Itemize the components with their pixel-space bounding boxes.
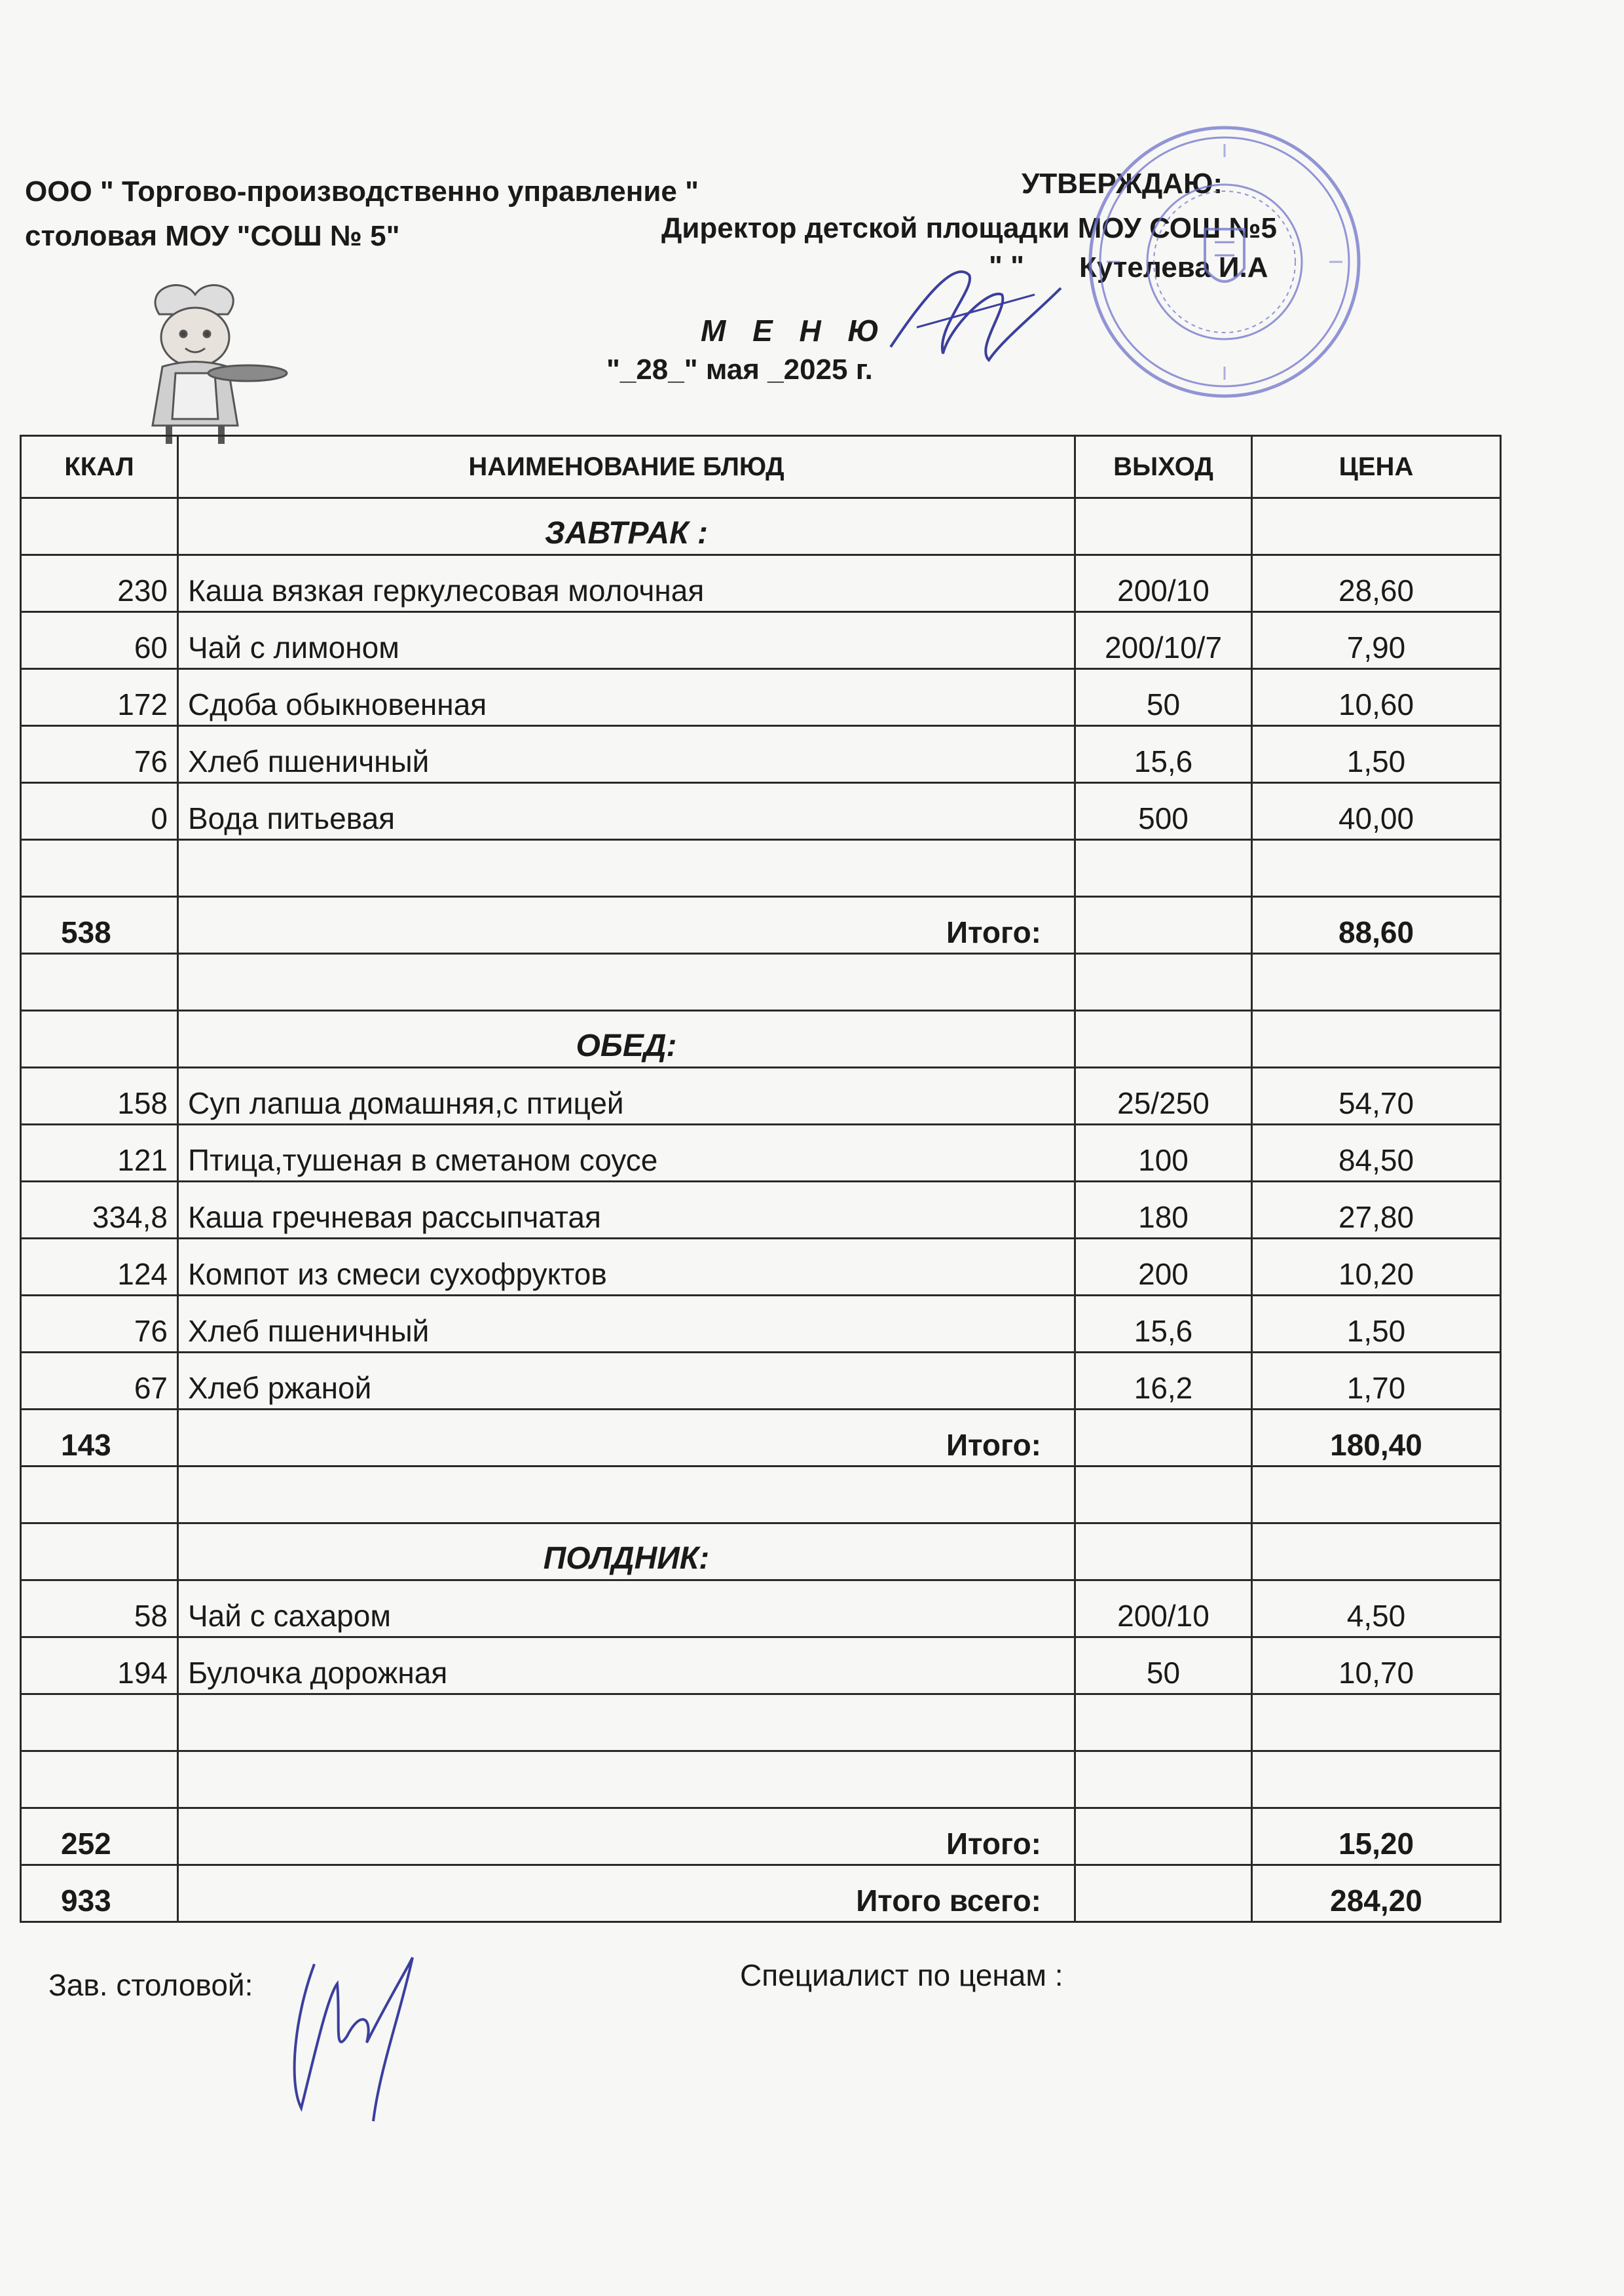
- menu-item-row: [21, 1637, 1501, 1694]
- output-cell: [1075, 498, 1252, 555]
- kcal-cell: [21, 954, 178, 1011]
- blank-row: [21, 1751, 1501, 1808]
- total-label: Итого:: [178, 1410, 1075, 1467]
- price-cell: [1252, 840, 1501, 897]
- dish-name-cell: Хлеб пшеничный: [178, 726, 1075, 783]
- header-output: ВЫХОД: [1075, 436, 1252, 498]
- price-cell: 54,70: [1252, 1068, 1501, 1125]
- blank-row: [21, 954, 1501, 1011]
- organization-line-1: ООО " Торгово-производственно управление ": [25, 175, 699, 208]
- kcal-cell: 143: [21, 1410, 178, 1467]
- output-cell: 180: [1075, 1182, 1252, 1239]
- output-cell: [1075, 1523, 1252, 1580]
- dish-name-cell: Суп лапша домашняя,с птицей: [178, 1068, 1075, 1125]
- kcal-cell: 172: [21, 669, 178, 726]
- kcal-cell: [21, 1751, 178, 1808]
- output-cell: 50: [1075, 1637, 1252, 1694]
- output-cell: [1075, 1751, 1252, 1808]
- blank-row: [21, 840, 1501, 897]
- approve-label: УТВЕРЖДАЮ:: [1022, 168, 1223, 200]
- section-title: ОБЕД:: [178, 1011, 1075, 1068]
- price-cell: [1252, 1467, 1501, 1523]
- dish-name-cell: [178, 840, 1075, 897]
- output-cell: 50: [1075, 669, 1252, 726]
- output-cell: [1075, 897, 1252, 954]
- kcal-cell: 67: [21, 1353, 178, 1410]
- dish-name-cell: Компот из смеси сухофруктов: [178, 1239, 1075, 1296]
- output-cell: 500: [1075, 783, 1252, 840]
- output-cell: 15,6: [1075, 726, 1252, 783]
- kcal-cell: 76: [21, 1296, 178, 1353]
- output-cell: [1075, 1808, 1252, 1865]
- organization-line-2: столовая МОУ "СОШ № 5": [25, 220, 400, 252]
- section-title: ПОЛДНИК:: [178, 1523, 1075, 1580]
- price-cell: 10,70: [1252, 1637, 1501, 1694]
- price-cell: 1,50: [1252, 726, 1501, 783]
- price-specialist-label: Специалист по ценам :: [740, 1958, 1063, 1992]
- output-cell: 100: [1075, 1125, 1252, 1182]
- output-cell: [1075, 1011, 1252, 1068]
- total-row: [21, 1808, 1501, 1865]
- menu-item-row: [21, 669, 1501, 726]
- kcal-cell: 76: [21, 726, 178, 783]
- dish-name-cell: Хлеб пшеничный: [178, 1296, 1075, 1353]
- total-price-cell: 284,20: [1252, 1865, 1501, 1922]
- official-stamp: [1080, 118, 1369, 406]
- chef-mascot-illustration: [97, 275, 293, 445]
- menu-item-row: [21, 1580, 1501, 1637]
- price-cell: 10,60: [1252, 669, 1501, 726]
- kcal-cell: 0: [21, 783, 178, 840]
- price-cell: [1252, 1011, 1501, 1068]
- output-cell: [1075, 1467, 1252, 1523]
- dish-name-cell: Хлеб ржаной: [178, 1353, 1075, 1410]
- menu-item-row: [21, 1296, 1501, 1353]
- kcal-cell: 124: [21, 1239, 178, 1296]
- output-cell: [1075, 1694, 1252, 1751]
- menu-item-row: [21, 783, 1501, 840]
- price-cell: [1252, 1523, 1501, 1580]
- header-kcal: ККАЛ: [21, 436, 178, 498]
- output-cell: [1075, 954, 1252, 1011]
- section-row: [21, 498, 1501, 555]
- kcal-cell: 230: [21, 555, 178, 612]
- dish-name-cell: Птица,тушеная в сметаном соусе: [178, 1125, 1075, 1182]
- dish-name-cell: Сдоба обыкновенная: [178, 669, 1075, 726]
- price-cell: 4,50: [1252, 1580, 1501, 1637]
- output-cell: 200/10: [1075, 555, 1252, 612]
- output-cell: [1075, 1865, 1252, 1922]
- price-cell: 28,60: [1252, 555, 1501, 612]
- director-signature: [877, 249, 1074, 380]
- dish-name-cell: [178, 1751, 1075, 1808]
- menu-item-row: [21, 1239, 1501, 1296]
- price-cell: 10,20: [1252, 1239, 1501, 1296]
- kcal-cell: [21, 1467, 178, 1523]
- total-row: [21, 897, 1501, 954]
- header-dish-name: НАИМЕНОВАНИЕ БЛЮД: [178, 436, 1075, 498]
- dish-name-cell: Чай с лимоном: [178, 612, 1075, 669]
- kcal-cell: 334,8: [21, 1182, 178, 1239]
- dish-name-cell: Булочка дорожная: [178, 1637, 1075, 1694]
- kcal-cell: 58: [21, 1580, 178, 1637]
- kcal-cell: 933: [21, 1865, 178, 1922]
- kcal-cell: 121: [21, 1125, 178, 1182]
- section-row: [21, 1523, 1501, 1580]
- menu-item-row: [21, 726, 1501, 783]
- price-cell: 1,70: [1252, 1353, 1501, 1410]
- kcal-cell: 538: [21, 897, 178, 954]
- total-price-cell: 15,20: [1252, 1808, 1501, 1865]
- dish-name-cell: [178, 1694, 1075, 1751]
- total-price-cell: 88,60: [1252, 897, 1501, 954]
- date-quote-marks: " ": [989, 250, 1024, 282]
- price-cell: [1252, 498, 1501, 555]
- signatory-name: Кутелева И.А: [1079, 251, 1268, 283]
- total-label: Итого всего:: [178, 1865, 1075, 1922]
- price-cell: 40,00: [1252, 783, 1501, 840]
- total-row: [21, 1865, 1501, 1922]
- menu-table: [20, 435, 1502, 1923]
- total-row: [21, 1410, 1501, 1467]
- total-label: Итого:: [178, 897, 1075, 954]
- dish-name-cell: Вода питьевая: [178, 783, 1075, 840]
- header-price: ЦЕНА: [1252, 436, 1501, 498]
- price-cell: [1252, 954, 1501, 1011]
- price-cell: [1252, 1751, 1501, 1808]
- price-cell: [1252, 1694, 1501, 1751]
- table-header-row: [21, 436, 1501, 498]
- kcal-cell: [21, 840, 178, 897]
- total-price-cell: 180,40: [1252, 1410, 1501, 1467]
- section-row: [21, 1011, 1501, 1068]
- output-cell: 15,6: [1075, 1296, 1252, 1353]
- menu-item-row: [21, 1353, 1501, 1410]
- section-title: ЗАВТРАК :: [178, 498, 1075, 555]
- canteen-head-signature: [275, 1938, 432, 2134]
- kcal-cell: [21, 1011, 178, 1068]
- price-cell: 27,80: [1252, 1182, 1501, 1239]
- kcal-cell: [21, 498, 178, 555]
- kcal-cell: [21, 1523, 178, 1580]
- output-cell: 25/250: [1075, 1068, 1252, 1125]
- menu-item-row: [21, 1125, 1501, 1182]
- output-cell: 200/10: [1075, 1580, 1252, 1637]
- kcal-cell: 194: [21, 1637, 178, 1694]
- output-cell: 200: [1075, 1239, 1252, 1296]
- output-cell: 16,2: [1075, 1353, 1252, 1410]
- menu-item-row: [21, 555, 1501, 612]
- price-cell: 84,50: [1252, 1125, 1501, 1182]
- dish-name-cell: [178, 1467, 1075, 1523]
- kcal-cell: [21, 1694, 178, 1751]
- dish-name-cell: [178, 954, 1075, 1011]
- blank-row: [21, 1694, 1501, 1751]
- canteen-head-label: Зав. столовой:: [48, 1968, 253, 2002]
- menu-item-row: [21, 1182, 1501, 1239]
- total-label: Итого:: [178, 1808, 1075, 1865]
- kcal-cell: 158: [21, 1068, 178, 1125]
- price-cell: 1,50: [1252, 1296, 1501, 1353]
- output-cell: 200/10/7: [1075, 612, 1252, 669]
- kcal-cell: 60: [21, 612, 178, 669]
- director-line: Директор детской площадки МОУ СОШ №5: [661, 212, 1277, 244]
- menu-item-row: [21, 1068, 1501, 1125]
- output-cell: [1075, 840, 1252, 897]
- dish-name-cell: Чай с сахаром: [178, 1580, 1075, 1637]
- blank-row: [21, 1467, 1501, 1523]
- dish-name-cell: Каша гречневая рассыпчатая: [178, 1182, 1075, 1239]
- menu-date: "_28_" мая _2025 г.: [606, 354, 873, 386]
- kcal-cell: 252: [21, 1808, 178, 1865]
- menu-item-row: [21, 612, 1501, 669]
- menu-title: М Е Н Ю: [701, 314, 889, 348]
- output-cell: [1075, 1410, 1252, 1467]
- dish-name-cell: Каша вязкая геркулесовая молочная: [178, 555, 1075, 612]
- price-cell: 7,90: [1252, 612, 1501, 669]
